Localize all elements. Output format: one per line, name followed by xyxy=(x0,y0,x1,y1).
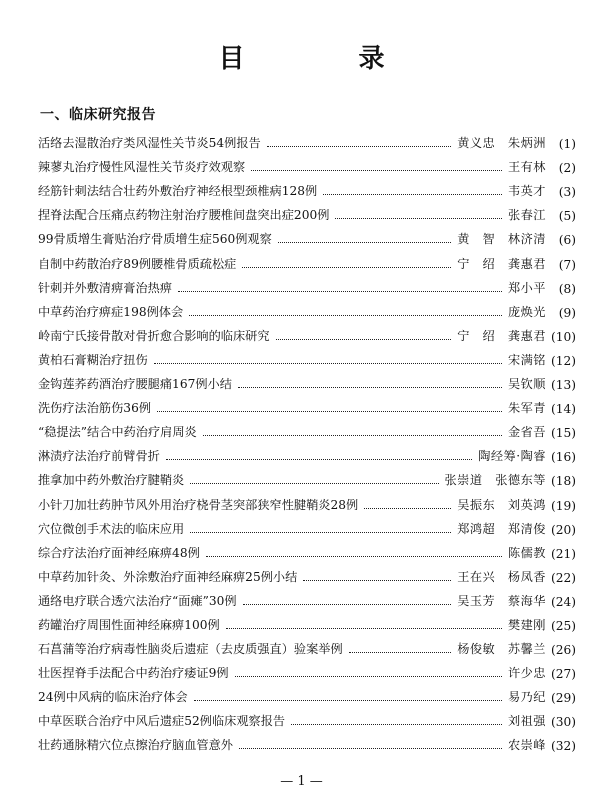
toc-entry-page: (29) xyxy=(550,691,576,706)
toc-entry-page: (7) xyxy=(558,257,576,272)
toc-entry-page: (14) xyxy=(550,402,576,417)
toc-dot-leader xyxy=(235,676,502,677)
toc-entry-title: 淋渍疗法治疗前臂骨折 xyxy=(38,449,160,464)
toc-dot-leader xyxy=(157,411,502,412)
toc-entry-authors: 郑小平 xyxy=(507,280,546,295)
toc-entry-title: 活络去湿散治疗类风湿性关节炎54例报告 xyxy=(38,136,261,151)
toc-entry-page: (3) xyxy=(558,185,576,200)
toc-entry-authors: 吴玉芳 蔡海华 xyxy=(457,593,546,608)
toc-entry xyxy=(38,488,576,512)
toc-entry xyxy=(38,151,576,175)
toc-entry-page: (12) xyxy=(550,353,576,368)
section-heading: 一、临床研究报告 xyxy=(40,107,156,123)
toc-entry-title: 中草医联合治疗中风后遗症52例临床观察报告 xyxy=(38,714,286,729)
toc-dot-leader xyxy=(335,218,502,219)
toc-entry-page: (15) xyxy=(550,426,576,441)
toc-entry-page: (30) xyxy=(550,715,576,730)
toc-dot-leader xyxy=(154,363,502,364)
toc-entry-title: 壮医捏脊手法配合中药治疗痿证9例 xyxy=(38,666,229,681)
toc-entry-title: 辣蓼丸治疗慢性风湿性关节炎疗效观察 xyxy=(38,160,246,175)
toc-dot-leader xyxy=(189,315,502,316)
toc-entry xyxy=(38,320,576,344)
toc-entry-page: (2) xyxy=(558,161,576,176)
toc-entry-authors: 樊建刚 xyxy=(507,617,546,632)
toc-entry xyxy=(38,223,576,247)
toc-entry-authors: 韦英才 xyxy=(507,184,546,199)
toc-entry-title: 针刺并外敷清痹膏治热痹 xyxy=(38,280,173,295)
toc-entry xyxy=(38,368,576,392)
toc-entry-authors: 宁 绍 龚惠君 xyxy=(457,328,546,343)
toc-entry xyxy=(38,561,576,585)
toc-entry-authors: 吴振东 刘英鸿 xyxy=(457,497,546,512)
toc-entry-authors: 金省吾 xyxy=(507,425,546,440)
toc-dot-leader xyxy=(203,435,502,436)
toc-entry-title: 24例中风病的临床治疗体会 xyxy=(38,690,188,705)
toc-entry-authors: 易乃纪 xyxy=(507,690,546,705)
toc-entry xyxy=(38,585,576,609)
toc-entry-title: 金钩莲荞药酒治疗腰腿痛167例小结 xyxy=(38,377,232,392)
toc-dot-leader xyxy=(242,267,451,268)
toc-entry xyxy=(38,705,576,729)
toc-entry xyxy=(38,127,576,151)
toc-entry-title: 黄柏石膏糊治疗扭伤 xyxy=(38,352,148,367)
toc-entry-page: (21) xyxy=(550,546,576,561)
toc-dot-leader xyxy=(238,387,502,388)
toc-dot-leader xyxy=(276,339,452,340)
toc-entry-authors: 陶经筹·陶睿 xyxy=(478,449,546,464)
toc-entry xyxy=(38,464,576,488)
toc-entry-page: (6) xyxy=(558,233,576,248)
toc-entry xyxy=(38,729,576,753)
toc-entry-title: 中草药加针灸、外涂敷治疗面神经麻痹25例小结 xyxy=(38,569,298,584)
toc-entry-authors: 郑鸿超 郑清俊 xyxy=(457,521,546,536)
toc-entry-authors: 宁 绍 龚惠君 xyxy=(457,256,546,271)
toc-dot-leader xyxy=(303,580,451,581)
toc-entry xyxy=(38,440,576,464)
toc-entry xyxy=(38,681,576,705)
toc-entry xyxy=(38,344,576,368)
toc-entry xyxy=(38,247,576,271)
toc-dot-leader xyxy=(291,724,502,725)
toc-dot-leader xyxy=(166,459,472,460)
toc-entry-title: 中草药治疗痹症198例体会 xyxy=(38,304,184,319)
toc-entry-page: (16) xyxy=(550,450,576,465)
toc-entry xyxy=(38,609,576,633)
toc-dot-leader xyxy=(190,483,438,484)
toc-entry-authors: 黄义忠 朱炳洲 xyxy=(457,136,546,151)
toc-entry-page: (1) xyxy=(558,137,576,152)
toc-entry-page: (20) xyxy=(550,522,576,537)
toc-entry-title: 穴位微创手术法的临床应用 xyxy=(38,521,185,536)
toc-entry-authors: 庞焕光 xyxy=(507,304,546,319)
page-number: — 1 — xyxy=(280,774,323,789)
toc-entry-title: 自制中药散治疗89例腰椎骨质疏松症 xyxy=(38,256,237,271)
toc-dot-leader xyxy=(278,242,451,243)
page-title: 目 录 xyxy=(218,44,429,74)
toc-dot-leader xyxy=(323,194,502,195)
toc-dot-leader xyxy=(349,652,452,653)
toc-entry-page: (24) xyxy=(550,594,576,609)
toc-entry-authors: 刘祖强 xyxy=(507,714,546,729)
toc-entry xyxy=(38,296,576,320)
toc-entry-title: 药罐治疗周围性面神经麻痹100例 xyxy=(38,617,220,632)
toc-entry-page: (27) xyxy=(550,667,576,682)
toc-entry-page: (13) xyxy=(550,378,576,393)
toc-entry-authors: 许少忠 xyxy=(507,666,546,681)
toc-entry-title: 通络电疗联合透穴法治疗“面瘫”30例 xyxy=(38,593,237,608)
toc-entry xyxy=(38,272,576,296)
toc-entry-title: 综合疗法治疗面神经麻痹48例 xyxy=(38,545,200,560)
toc-entry-page: (9) xyxy=(558,305,576,320)
toc-entry xyxy=(38,199,576,223)
toc-dot-leader xyxy=(267,146,451,147)
toc-entry-authors: 陈儒教 xyxy=(507,545,546,560)
toc-dot-leader xyxy=(251,170,502,171)
toc-entry-authors: 王有林 xyxy=(507,160,546,175)
toc-dot-leader xyxy=(239,748,502,749)
toc-list xyxy=(38,127,576,753)
toc-entry-title: 岭南宁氏接骨散对骨折愈合影响的临床研究 xyxy=(38,328,270,343)
toc-entry-authors: 张春江 xyxy=(507,208,546,223)
toc-entry-authors: 吴钦顺 xyxy=(507,377,546,392)
toc-entry-title: 小针刀加壮药肿节风外用治疗桡骨茎突部狭窄性腱鞘炎28例 xyxy=(38,497,359,512)
toc-dot-leader xyxy=(206,556,502,557)
toc-entry xyxy=(38,657,576,681)
toc-entry-title: 壮药通脉精穴位点擦治疗脑血管意外 xyxy=(38,738,233,753)
toc-entry-page: (26) xyxy=(550,643,576,658)
toc-entry-authors: 张崇道 张德东等 xyxy=(444,473,546,488)
toc-entry-title: 石菖蒲等治疗病毒性脑炎后遗症（去皮质强直）验案举例 xyxy=(38,642,343,657)
toc-entry-page: (10) xyxy=(550,329,576,344)
toc-entry xyxy=(38,392,576,416)
toc-entry xyxy=(38,416,576,440)
toc-entry-page: (32) xyxy=(550,739,576,754)
toc-entry-title: “稳提法”结合中药治疗肩周炎 xyxy=(38,425,197,440)
toc-entry-page: (19) xyxy=(550,498,576,513)
toc-entry-authors: 朱军青 xyxy=(507,401,546,416)
toc-entry-authors: 杨俊敏 苏馨兰 xyxy=(457,642,546,657)
toc-entry-authors: 宋满铭 xyxy=(507,352,546,367)
toc-entry-page: (5) xyxy=(558,209,576,224)
toc-dot-leader xyxy=(243,604,452,605)
toc-entry-title: 经筋针刺法结合壮药外敷治疗神经根型颈椎病128例 xyxy=(38,184,318,199)
toc-dot-leader xyxy=(226,628,502,629)
toc-entry-page: (8) xyxy=(558,281,576,296)
toc-entry-title: 捏脊法配合压痛点药物注射治疗腰椎间盘突出症200例 xyxy=(38,208,330,223)
toc-entry-page: (22) xyxy=(550,570,576,585)
toc-dot-leader xyxy=(190,532,451,533)
toc-entry-page: (18) xyxy=(550,474,576,489)
toc-dot-leader xyxy=(178,291,502,292)
toc-entry xyxy=(38,537,576,561)
toc-entry-title: 推拿加中药外敷治疗腱鞘炎 xyxy=(38,473,185,488)
toc-entry-authors: 黄 智 林济清 xyxy=(457,232,546,247)
toc-entry-authors: 王在兴 杨凤香 xyxy=(457,569,546,584)
toc-entry-title: 99骨质增生膏贴治疗骨质增生症560例观察 xyxy=(38,232,272,247)
toc-dot-leader xyxy=(364,508,451,509)
toc-dot-leader xyxy=(194,700,502,701)
toc-entry xyxy=(38,513,576,537)
toc-entry-page: (25) xyxy=(550,618,576,633)
toc-entry-authors: 农崇峰 xyxy=(507,738,546,753)
toc-entry xyxy=(38,633,576,657)
toc-entry xyxy=(38,175,576,199)
toc-entry-title: 洗伤疗法治筋伤36例 xyxy=(38,401,152,416)
